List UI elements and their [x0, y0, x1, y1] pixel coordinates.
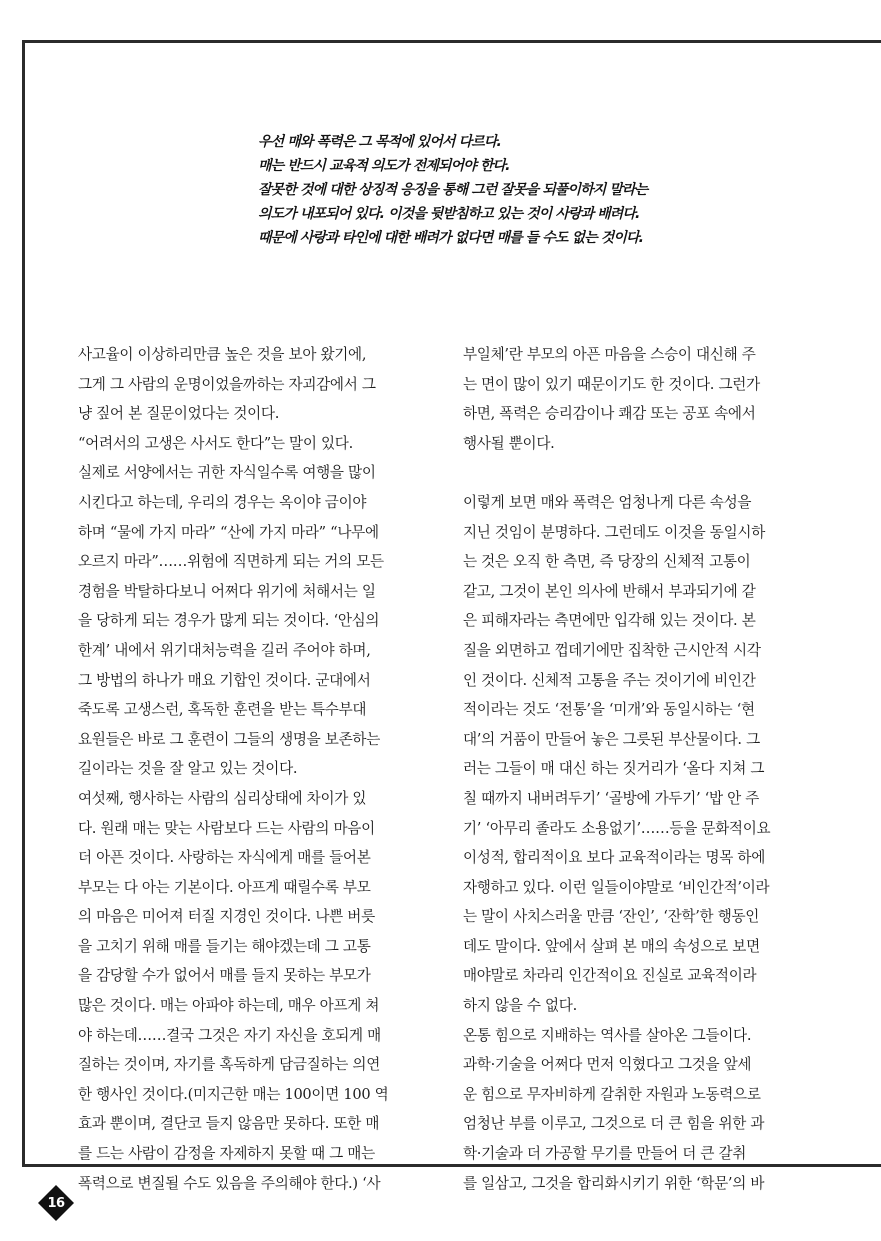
text-line: 이렇게 보면 매와 폭력은 엄청나게 다른 속성을 [463, 493, 752, 511]
text-line: 질하는 것이며, 자기를 혹독하게 담금질하는 의연 [78, 1056, 380, 1074]
text-line: 그게 그 사람의 운명이었을까하는 자괴감에서 그 [78, 375, 376, 393]
text-line: 폭력으로 변질될 수도 있음을 주의해야 한다.) ‘사 [78, 1174, 381, 1192]
text-line: 칠 때까지 내버려두기’ ‘골방에 가두기’ ‘밥 안 주 [463, 789, 760, 807]
text-line: 을 고치기 위해 매를 들기는 해야겠는데 그 고통 [78, 937, 371, 955]
pull-quote-line: 의도가 내포되어 있다. 이것을 뒷받침하고 있는 것이 사랑과 배려다. [258, 206, 640, 222]
pull-quote-line: 때문에 사랑과 타인에 대한 배려가 없다면 매를 들 수도 없는 것이다. [258, 230, 644, 246]
text-line: 학·기술과 더 가공할 무기를 만들어 더 큰 갈취 [463, 1145, 747, 1163]
text-line: 지닌 것임이 분명하다. 그런데도 이것을 동일시하 [463, 523, 765, 541]
frame-left-border [22, 40, 25, 1167]
text-line: 매야말로 차라리 인간적이요 진실로 교육적이라 [463, 967, 757, 985]
text-line: 과학·기술을 어쩌다 먼저 익혔다고 그것을 앞세 [463, 1056, 752, 1074]
text-line: 인 것이다. 신체적 고통을 주는 것이기에 비인간 [463, 671, 756, 689]
text-line: 다. 원래 매는 맞는 사람보다 드는 사람의 마음이 [78, 819, 375, 837]
text-line: 냥 짚어 본 질문이었다는 것이다. [78, 405, 280, 423]
text-line: 은 피해자라는 측면에만 입각해 있는 것이다. 본 [463, 612, 756, 630]
text-line: 질을 외면하고 껍데기에만 집착한 근시안적 시각 [463, 641, 761, 659]
pull-quote-line: 우선 매와 폭력은 그 목적에 있어서 다르다. [258, 134, 501, 150]
text-line: 하면, 폭력은 승리감이나 쾌감 또는 공포 속에서 [463, 405, 756, 423]
text-line: 자행하고 있다. 이런 일들이야말로 ‘비인간적’이라 [463, 878, 770, 896]
frame-top-border [22, 40, 881, 43]
text-line: 온통 힘으로 지배하는 역사를 살아온 그들이다. [463, 1026, 752, 1044]
text-line: 여섯째, 행사하는 사람의 심리상태에 차이가 있 [78, 789, 367, 807]
text-line: 는 면이 많이 있기 때문이기도 한 것이다. 그런가 [463, 375, 760, 393]
text-line: 엄청난 부를 이루고, 그것으로 더 큰 힘을 위한 과 [463, 1115, 765, 1133]
text-line: 오르지 마라”……위험에 직면하게 되는 거의 모든 [78, 553, 384, 571]
text-line: 는 말이 사치스러울 만큼 ‘잔인’, ‘잔학’한 행동인 [463, 908, 760, 926]
text-line: 운 힘으로 무자비하게 갈취한 자원과 노동력으로 [463, 1085, 761, 1103]
text-line: 데도 말이다. 앞에서 살펴 본 매의 속성으로 보면 [463, 937, 760, 955]
pull-quote-line: 매는 반드시 교육적 의도가 전제되어야 한다. [258, 158, 510, 174]
text-line: 하며 “물에 가지 마라” “산에 가지 마라” “나무에 [78, 523, 379, 541]
text-line: “어려서의 고생은 사서도 한다”는 말이 있다. [78, 434, 353, 452]
text-line: 많은 것이다. 매는 아파야 하는데, 매우 아프게 쳐 [78, 997, 380, 1015]
text-line: 한계’ 내에서 위기대처능력을 길러 주어야 하며, [78, 641, 371, 659]
text-line: 시킨다고 하는데, 우리의 경우는 옥이야 금이야 [78, 493, 367, 511]
text-line: 행사될 뿐이다. [463, 434, 555, 452]
text-line: 이성적, 합리적이요 보다 교육적이라는 명목 하에 [463, 849, 765, 867]
text-line: 를 일삼고, 그것을 합리화시키기 위한 ‘학문’의 바 [463, 1174, 765, 1192]
text-line: 경험을 박탈하다보니 어쩌다 위기에 처해서는 일 [78, 582, 376, 600]
pull-quote-line: 잘못한 것에 대한 상징적 응징을 통해 그런 잘못을 되풀이하지 말라는 [258, 182, 648, 198]
page-number: 16 [47, 1195, 65, 1211]
text-line: 길이라는 것을 잘 알고 있는 것이다. [78, 760, 298, 778]
text-line: 적이라는 것도 ‘전통’을 ‘미개’와 동일시하는 ‘현 [463, 701, 755, 719]
text-line: 실제로 서양에서는 귀한 자식일수록 여행을 많이 [78, 464, 376, 482]
text-line: 하지 않을 수 없다. [463, 997, 577, 1015]
text-line: 는 것은 오직 한 측면, 즉 당장의 신체적 고통이 [463, 553, 751, 571]
text-line: 러는 그들이 매 대신 하는 짓거리가 ‘올다 지쳐 그 [463, 760, 765, 778]
text-line: 같고, 그것이 본인 의사에 반해서 부과되기에 같 [463, 582, 756, 600]
pull-quote [258, 130, 678, 250]
text-line: 기’ ‘아무리 졸라도 소용없기’……등을 문화적이요 [463, 819, 771, 837]
text-line: 요원들은 바로 그 훈련이 그들의 생명을 보존하는 [78, 730, 380, 748]
text-line: 한 행사인 것이다.(미지근한 매는 100이면 100 역 [78, 1085, 389, 1103]
text-line: 효과 뿐이며, 결단코 들지 않음만 못하다. 또한 매 [78, 1115, 380, 1133]
text-line: 대’의 거품이 만들어 놓은 그릇된 부산물이다. 그 [463, 730, 760, 748]
text-line: 부일체’란 부모의 아픈 마음을 스승이 대신해 주 [463, 346, 756, 363]
text-line: 을 당하게 되는 경우가 많게 되는 것이다. ‘안심의 [78, 612, 380, 630]
text-line: 사고율이 이상하리만큼 높은 것을 보아 왔기에, [78, 346, 367, 363]
text-line: 더 아픈 것이다. 사랑하는 자식에게 매를 들어본 [78, 849, 371, 867]
paragraph-gap [463, 458, 821, 488]
text-line: 야 하는데……결국 그것은 자기 자신을 호되게 매 [78, 1026, 381, 1044]
text-line: 의 마음은 미어져 터질 지경인 것이다. 나쁜 버릇 [78, 908, 375, 926]
text-line: 을 감당할 수가 없어서 매를 들지 못하는 부모가 [78, 967, 371, 985]
text-line: 죽도록 고생스런, 혹독한 훈련을 받는 특수부대 [78, 701, 367, 719]
text-line: 를 드는 사람이 감정을 자제하지 못할 때 그 매는 [78, 1145, 375, 1163]
left-text-column [78, 340, 436, 1198]
text-line: 그 방법의 하나가 매요 기합인 것이다. 군대에서 [78, 671, 371, 689]
text-line: 부모는 다 아는 기본이다. 아프게 때릴수록 부모 [78, 878, 371, 896]
right-text-column [463, 340, 821, 1198]
